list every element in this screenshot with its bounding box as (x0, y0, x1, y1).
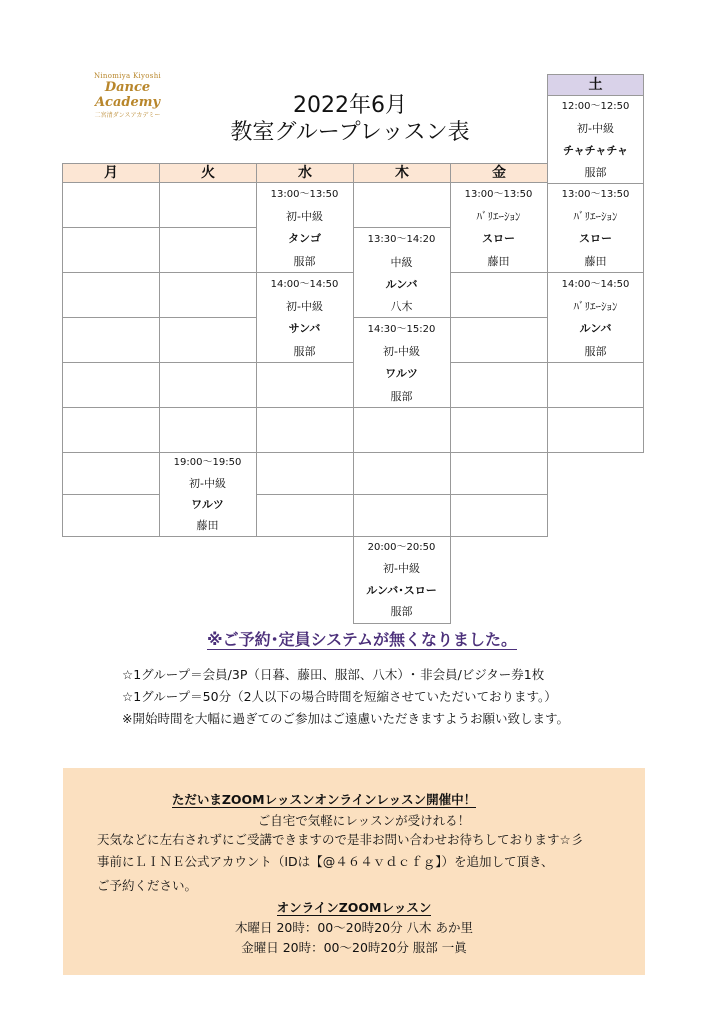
empty-cell (62, 407, 160, 453)
lesson-time: 14:00～14:50 (270, 279, 339, 290)
lesson-time: 13:00～13:50 (464, 189, 533, 200)
lesson-teacher: 藤田 (487, 255, 510, 268)
empty-cell (450, 272, 548, 318)
empty-cell (256, 452, 354, 495)
lesson-dance: タンゴ (288, 232, 321, 245)
empty-cell (62, 272, 160, 318)
notice-text: ※ご予約･定員システムが無くなりました。 (207, 630, 517, 649)
lesson-dance: ルンバ (579, 322, 612, 335)
page-title: 教室グループレッスン表 (230, 120, 470, 145)
lesson-level: ﾊﾞﾘｴｰｼｮﾝ (573, 210, 618, 223)
lesson-level: 初-中級 (383, 562, 420, 575)
notice-heading (0, 627, 724, 650)
lesson-level: 初-中級 (577, 122, 614, 135)
lesson-time: 13:00～13:50 (270, 189, 339, 200)
lesson-teacher: 服部 (584, 345, 607, 358)
lesson-dance: チャチャチャ (562, 144, 628, 157)
lesson-time: 14:00～14:50 (561, 279, 630, 290)
zoom-heading-text: ただいまZOOMレッスンオンラインレッスン開催中！ (171, 792, 477, 807)
empty-cell (450, 317, 548, 363)
empty-cell (353, 452, 451, 495)
note-line: ※開始時間を大幅に過ぎてのご参加はご遠慮いただきますようお願い致します。 (122, 711, 569, 726)
zoom-heading (33, 790, 615, 808)
empty-cell (353, 494, 451, 537)
lesson-time: 12:00～12:50 (561, 101, 630, 112)
empty-cell (353, 407, 451, 453)
empty-cell (62, 452, 160, 495)
lesson-dance: サンバ (288, 322, 321, 335)
header-sat: 土 (547, 74, 644, 96)
empty-cell (159, 182, 257, 228)
empty-cell (450, 407, 548, 453)
page-title-month: 2022年6月 (293, 93, 407, 118)
zoom-line: 天気などに左右されずにご受講できますので是非お問い合わせお待ちしております☆彡 (97, 832, 584, 847)
empty-cell (62, 494, 160, 537)
lesson-teacher: 服部 (293, 345, 316, 358)
lesson-teacher: 藤田 (196, 519, 219, 532)
logo (80, 72, 175, 119)
empty-cell (547, 362, 644, 408)
empty-cell (159, 362, 257, 408)
lesson-dance: ワルツ (191, 498, 224, 511)
lesson-teacher: 服部 (390, 390, 413, 403)
lesson-level: ﾊﾞﾘｴｰｼｮﾝ (573, 300, 618, 313)
zoom-line: ご自宅で気軽にレッスンが受けれる！ (257, 813, 471, 828)
lesson-level: 中級 (390, 256, 413, 269)
lesson-teacher: 服部 (584, 166, 607, 179)
zoom-line: 事前にＬＩＮＥ公式アカウント（IDは【@４６４ｖｄｃｆｇ】）を追加して頂き、 (97, 854, 554, 869)
lesson-teacher: 服部 (293, 255, 316, 268)
empty-cell (62, 227, 160, 273)
lesson-level: 初-中級 (286, 210, 323, 223)
header-thu: 木 (353, 163, 451, 183)
zoom-schedule: 金曜日 20時：00～20時20分 服部 一眞 (241, 940, 467, 955)
empty-cell (353, 182, 451, 228)
lesson-dance: ワルツ (385, 367, 418, 380)
lesson-level: 初-中級 (383, 345, 420, 358)
zoom-line: ご予約ください。 (97, 878, 198, 893)
empty-cell (159, 407, 257, 453)
lesson-dance: ルンバ (385, 278, 418, 291)
note-line: ☆1グループ＝50分（2人以下の場合時間を短縮させていただいております。） (122, 689, 557, 704)
lesson-teacher: 藤田 (584, 255, 607, 268)
logo-name: Ninomiya Kiyoshi (93, 72, 162, 80)
zoom-info-box (63, 768, 645, 975)
lesson-teacher: 服部 (390, 605, 413, 618)
empty-cell (256, 407, 354, 453)
empty-cell (62, 362, 160, 408)
zoom-subheading (63, 898, 645, 916)
empty-cell (450, 452, 548, 495)
zoom-schedule: 木曜日 20時：00～20時20分 八木 あか里 (234, 920, 474, 935)
header-mon: 月 (62, 163, 160, 183)
lesson-time: 20:00～20:50 (367, 542, 436, 553)
empty-cell (62, 182, 160, 228)
lesson-level: 初-中級 (286, 300, 323, 313)
empty-cell (159, 227, 257, 273)
lesson-level: 初-中級 (189, 477, 226, 490)
lesson-time: 14:30～15:20 (367, 324, 436, 335)
lesson-dance: スロー (579, 232, 612, 245)
empty-cell (450, 494, 548, 537)
empty-cell (256, 494, 354, 537)
logo-brand: Dance Academy (94, 80, 161, 110)
empty-cell (159, 317, 257, 363)
lesson-teacher: 八木 (390, 300, 413, 313)
lesson-time: 19:00～19:50 (173, 457, 242, 468)
logo-subtitle: 二宮清ダンスアカデミー (94, 112, 161, 119)
header-fri: 金 (450, 163, 548, 183)
header-tue: 火 (159, 163, 257, 183)
lesson-level: ﾊﾞﾘｴｰｼｮﾝ (476, 210, 521, 223)
lesson-dance: ルンバ･スロー (366, 584, 437, 597)
lesson-time: 13:00～13:50 (561, 189, 630, 200)
empty-cell (547, 407, 644, 453)
lesson-dance: スロー (482, 232, 515, 245)
zoom-subheading-text: オンラインZOOMレッスン (276, 900, 432, 915)
empty-cell (450, 362, 548, 408)
lesson-time: 13:30～14:20 (367, 234, 436, 245)
empty-cell (62, 317, 160, 363)
empty-cell (256, 362, 354, 408)
empty-cell (159, 272, 257, 318)
header-wed: 水 (256, 163, 354, 183)
note-line: ☆1グループ＝会員/3P（日暮、藤田、服部、八木）･ 非会員/ビジター券1枚 (122, 667, 545, 682)
